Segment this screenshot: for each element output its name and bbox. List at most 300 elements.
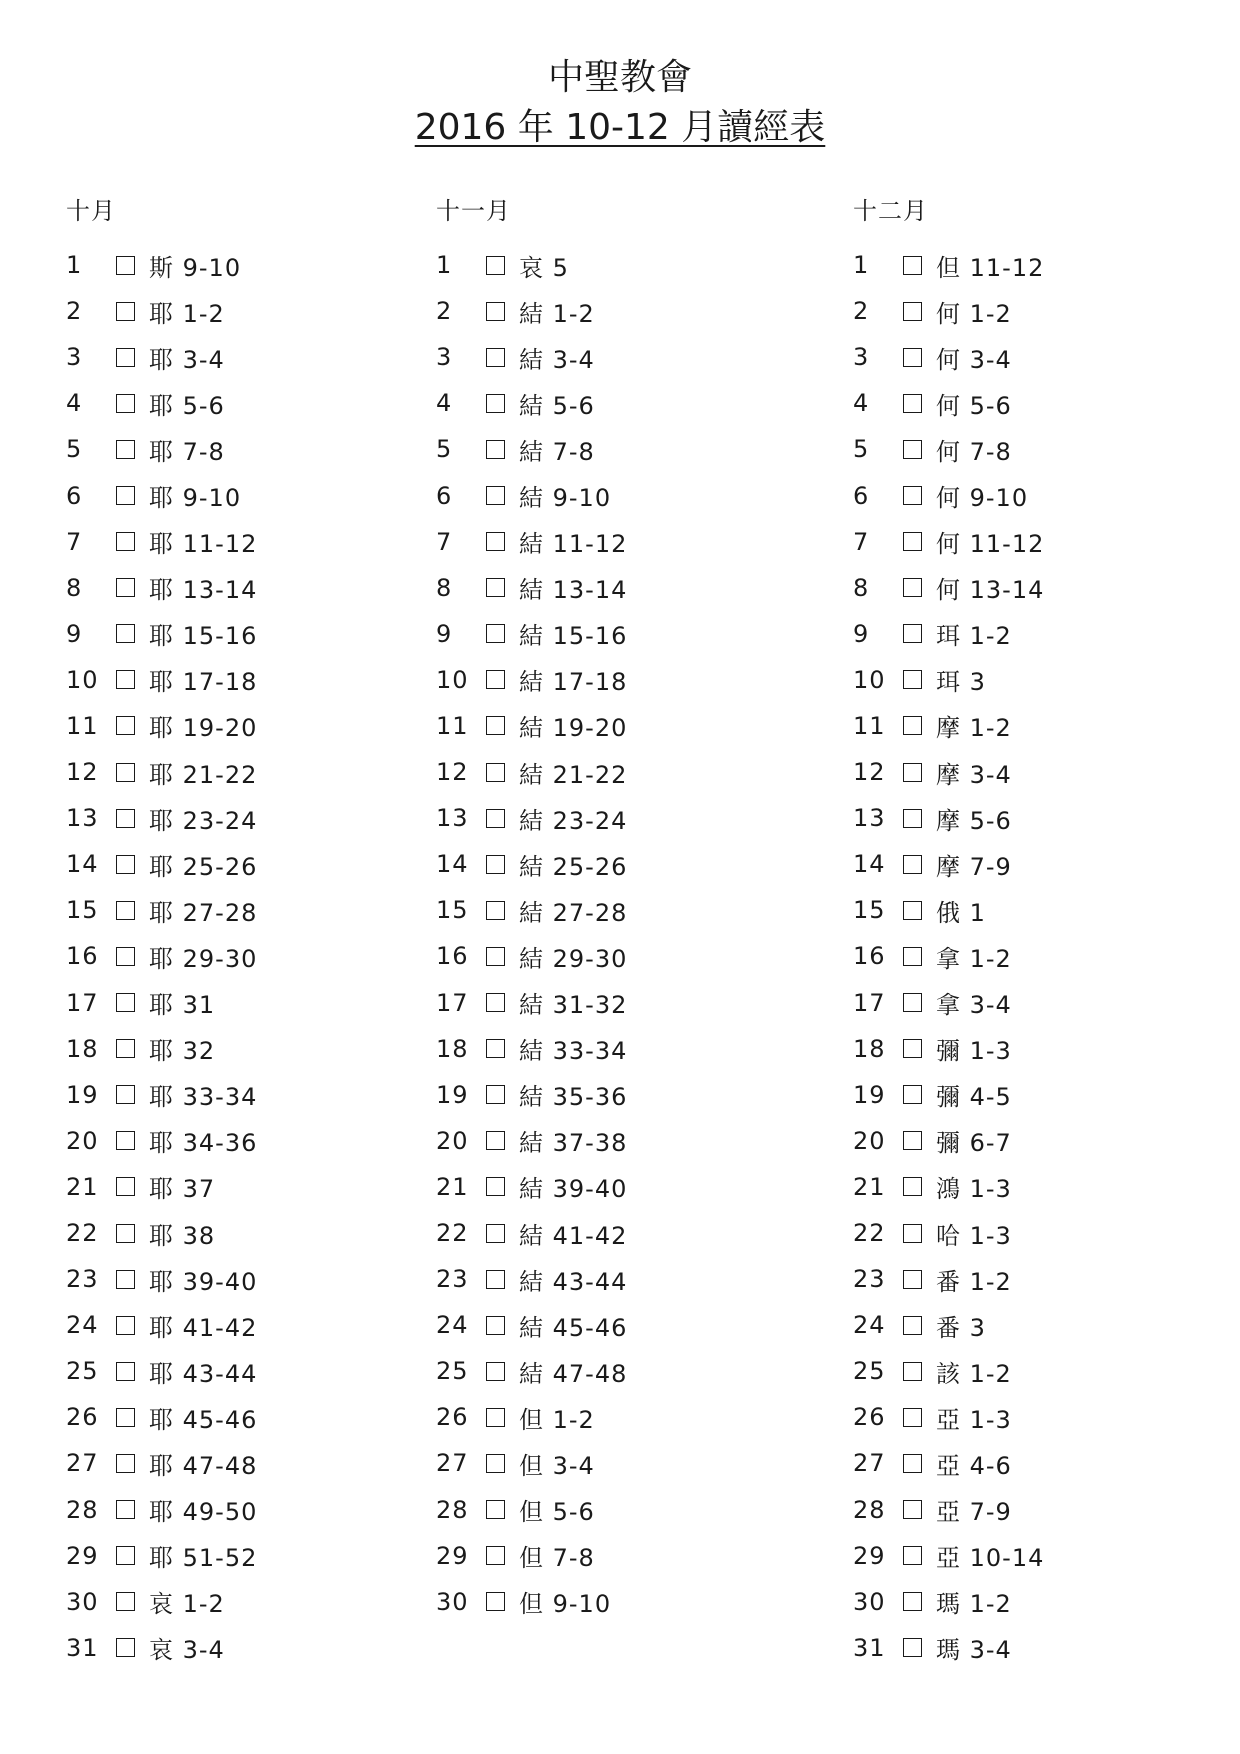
day-number: 23 xyxy=(853,1265,886,1294)
reading-row xyxy=(853,703,1044,749)
reading-text: 番 1-2 xyxy=(936,1267,1012,1296)
reading-row xyxy=(436,472,627,518)
reading-row xyxy=(66,1118,257,1164)
reading-row xyxy=(853,887,1044,933)
reading-text: 結 29-30 xyxy=(519,944,628,973)
page-title: 2016 年 10-12 月讀經表 xyxy=(414,107,826,148)
reading-row xyxy=(436,1579,627,1625)
reading-row xyxy=(436,334,627,380)
checkbox[interactable] xyxy=(486,1039,505,1058)
reading-text: 耶 11-12 xyxy=(149,530,258,559)
reading-text: 但 1-2 xyxy=(519,1405,595,1434)
reading-row xyxy=(853,611,1044,657)
day-number: 5 xyxy=(853,435,870,464)
reading-text: 耶 23-24 xyxy=(149,806,258,835)
day-number: 1 xyxy=(853,251,870,280)
reading-row xyxy=(853,749,1044,795)
checkbox[interactable] xyxy=(903,1177,922,1196)
reading-row xyxy=(853,288,1044,334)
day-number: 15 xyxy=(66,896,99,925)
checkbox[interactable] xyxy=(486,1270,505,1289)
day-number: 2 xyxy=(436,297,453,326)
checkbox[interactable] xyxy=(116,256,135,275)
checkbox[interactable] xyxy=(116,716,135,735)
reading-row xyxy=(853,1026,1044,1072)
reading-row xyxy=(66,472,257,518)
reading-row xyxy=(853,1164,1044,1210)
reading-row xyxy=(66,1210,257,1256)
reading-text: 耶 45-46 xyxy=(149,1405,258,1434)
day-number: 21 xyxy=(853,1172,886,1201)
checkbox[interactable] xyxy=(116,1362,135,1381)
day-number: 10 xyxy=(66,665,99,694)
reading-text: 耶 29-30 xyxy=(149,944,258,973)
day-number: 24 xyxy=(436,1311,469,1340)
reading-row xyxy=(436,1164,627,1210)
reading-row xyxy=(436,657,627,703)
reading-row xyxy=(853,1533,1044,1579)
reading-text: 亞 1-3 xyxy=(936,1405,1012,1434)
reading-text: 耶 31 xyxy=(149,991,216,1020)
checkbox[interactable] xyxy=(486,394,505,413)
reading-text: 耶 19-20 xyxy=(149,714,258,743)
reading-text: 哀 5 xyxy=(519,253,569,282)
day-number: 14 xyxy=(436,850,469,879)
reading-text: 彌 6-7 xyxy=(936,1129,1012,1158)
reading-row xyxy=(436,1394,627,1440)
reading-row xyxy=(853,1256,1044,1302)
checkbox[interactable] xyxy=(116,624,135,643)
checkbox[interactable] xyxy=(486,1546,505,1565)
reading-row xyxy=(66,1440,257,1486)
day-number: 20 xyxy=(436,1126,469,1155)
reading-text: 耶 7-8 xyxy=(149,437,225,466)
reading-text: 哀 3-4 xyxy=(149,1636,225,1665)
checkbox[interactable] xyxy=(486,1500,505,1519)
reading-row xyxy=(853,841,1044,887)
reading-list xyxy=(436,242,627,1625)
month-column-november xyxy=(436,196,627,1625)
day-number: 2 xyxy=(853,297,870,326)
reading-row xyxy=(853,380,1044,426)
checkbox[interactable] xyxy=(116,855,135,874)
reading-text: 摩 5-6 xyxy=(936,806,1012,835)
checkbox[interactable] xyxy=(903,1270,922,1289)
day-number: 31 xyxy=(853,1633,886,1662)
reading-text: 耶 39-40 xyxy=(149,1267,258,1296)
reading-row xyxy=(436,380,627,426)
reading-list xyxy=(853,242,1044,1671)
reading-text: 摩 7-9 xyxy=(936,852,1012,881)
day-number: 7 xyxy=(66,527,83,556)
checkbox[interactable] xyxy=(116,1638,135,1657)
checkbox[interactable] xyxy=(116,394,135,413)
day-number: 6 xyxy=(436,481,453,510)
day-number: 15 xyxy=(853,896,886,925)
checkbox[interactable] xyxy=(903,855,922,874)
reading-row xyxy=(853,1394,1044,1440)
reading-list xyxy=(66,242,257,1671)
checkbox[interactable] xyxy=(903,624,922,643)
reading-text: 結 13-14 xyxy=(519,576,628,605)
reading-text: 斯 9-10 xyxy=(149,253,242,282)
reading-row xyxy=(436,887,627,933)
checkbox[interactable] xyxy=(486,901,505,920)
day-number: 10 xyxy=(436,665,469,694)
day-number: 4 xyxy=(436,389,453,418)
reading-row xyxy=(66,841,257,887)
checkbox[interactable] xyxy=(116,532,135,551)
checkbox[interactable] xyxy=(486,348,505,367)
checkbox[interactable] xyxy=(116,1408,135,1427)
reading-text: 摩 3-4 xyxy=(936,760,1012,789)
checkbox[interactable] xyxy=(903,1546,922,1565)
day-number: 15 xyxy=(436,896,469,925)
checkbox[interactable] xyxy=(486,809,505,828)
checkbox[interactable] xyxy=(486,532,505,551)
reading-text: 彌 1-3 xyxy=(936,1037,1012,1066)
reading-row xyxy=(853,1440,1044,1486)
checkbox[interactable] xyxy=(903,716,922,735)
reading-row xyxy=(436,565,627,611)
checkbox[interactable] xyxy=(486,624,505,643)
reading-row xyxy=(66,980,257,1026)
checkbox[interactable] xyxy=(903,670,922,689)
reading-text: 結 19-20 xyxy=(519,714,628,743)
checkbox[interactable] xyxy=(116,1500,135,1519)
day-number: 1 xyxy=(436,251,453,280)
checkbox[interactable] xyxy=(486,1592,505,1611)
checkbox[interactable] xyxy=(903,1085,922,1104)
checkbox[interactable] xyxy=(116,670,135,689)
checkbox[interactable] xyxy=(486,1454,505,1473)
reading-row xyxy=(436,1210,627,1256)
day-number: 4 xyxy=(853,389,870,418)
reading-row xyxy=(853,519,1044,565)
day-number: 30 xyxy=(66,1587,99,1616)
day-number: 30 xyxy=(436,1587,469,1616)
checkbox[interactable] xyxy=(903,901,922,920)
checkbox[interactable] xyxy=(486,256,505,275)
reading-row xyxy=(853,1302,1044,1348)
reading-text: 耶 34-36 xyxy=(149,1129,258,1158)
reading-text: 結 17-18 xyxy=(519,668,628,697)
checkbox[interactable] xyxy=(116,947,135,966)
day-number: 16 xyxy=(66,942,99,971)
checkbox[interactable] xyxy=(116,1592,135,1611)
checkbox[interactable] xyxy=(903,1454,922,1473)
checkbox[interactable] xyxy=(116,578,135,597)
checkbox[interactable] xyxy=(903,993,922,1012)
checkbox[interactable] xyxy=(116,1316,135,1335)
reading-text: 結 37-38 xyxy=(519,1129,628,1158)
checkbox[interactable] xyxy=(903,1500,922,1519)
reading-text: 耶 21-22 xyxy=(149,760,258,789)
checkbox[interactable] xyxy=(116,1085,135,1104)
day-number: 19 xyxy=(436,1080,469,1109)
reading-row xyxy=(436,1118,627,1164)
day-number: 16 xyxy=(436,942,469,971)
day-number: 11 xyxy=(853,711,886,740)
reading-row xyxy=(436,933,627,979)
reading-text: 結 11-12 xyxy=(519,530,628,559)
reading-text: 耶 47-48 xyxy=(149,1451,258,1480)
checkbox[interactable] xyxy=(903,486,922,505)
reading-text: 耶 5-6 xyxy=(149,391,225,420)
reading-text: 耶 49-50 xyxy=(149,1498,258,1527)
day-number: 28 xyxy=(436,1495,469,1524)
reading-text: 何 7-8 xyxy=(936,437,1012,466)
reading-row xyxy=(66,1026,257,1072)
checkbox[interactable] xyxy=(486,716,505,735)
checkbox[interactable] xyxy=(486,486,505,505)
reading-text: 何 13-14 xyxy=(936,576,1045,605)
checkbox[interactable] xyxy=(486,763,505,782)
reading-row xyxy=(853,1625,1044,1671)
day-number: 9 xyxy=(66,619,83,648)
checkbox[interactable] xyxy=(903,1638,922,1657)
reading-text: 結 25-26 xyxy=(519,852,628,881)
reading-text: 何 3-4 xyxy=(936,345,1012,374)
day-number: 13 xyxy=(436,804,469,833)
reading-row xyxy=(66,288,257,334)
checkbox[interactable] xyxy=(903,809,922,828)
checkbox[interactable] xyxy=(116,1224,135,1243)
reading-row xyxy=(66,1487,257,1533)
day-number: 18 xyxy=(436,1034,469,1063)
checkbox[interactable] xyxy=(486,1408,505,1427)
reading-text: 該 1-2 xyxy=(936,1359,1012,1388)
reading-row xyxy=(436,1487,627,1533)
reading-row xyxy=(853,1072,1044,1118)
reading-row xyxy=(436,611,627,657)
day-number: 18 xyxy=(66,1034,99,1063)
day-number: 26 xyxy=(436,1403,469,1432)
reading-row xyxy=(66,703,257,749)
reading-row xyxy=(66,611,257,657)
checkbox[interactable] xyxy=(903,1224,922,1243)
day-number: 21 xyxy=(66,1172,99,1201)
reading-text: 何 5-6 xyxy=(936,391,1012,420)
reading-row xyxy=(66,887,257,933)
reading-text: 哈 1-3 xyxy=(936,1221,1012,1250)
day-number: 25 xyxy=(853,1357,886,1386)
checkbox[interactable] xyxy=(903,1362,922,1381)
checkbox[interactable] xyxy=(116,348,135,367)
day-number: 27 xyxy=(853,1449,886,1478)
checkbox[interactable] xyxy=(486,578,505,597)
reading-row xyxy=(66,242,257,288)
checkbox[interactable] xyxy=(486,1362,505,1381)
reading-row xyxy=(853,657,1044,703)
checkbox[interactable] xyxy=(116,1131,135,1150)
reading-text: 結 47-48 xyxy=(519,1359,628,1388)
reading-text: 結 27-28 xyxy=(519,898,628,927)
reading-row xyxy=(436,242,627,288)
reading-text: 但 5-6 xyxy=(519,1498,595,1527)
reading-row xyxy=(66,933,257,979)
month-column-october xyxy=(66,196,257,1671)
reading-text: 拿 3-4 xyxy=(936,991,1012,1020)
checkbox[interactable] xyxy=(116,993,135,1012)
reading-row xyxy=(66,1302,257,1348)
reading-row xyxy=(853,1348,1044,1394)
reading-row xyxy=(436,1026,627,1072)
checkbox[interactable] xyxy=(486,1316,505,1335)
checkbox[interactable] xyxy=(903,532,922,551)
reading-text: 結 9-10 xyxy=(519,484,612,513)
reading-row xyxy=(66,657,257,703)
reading-text: 耶 15-16 xyxy=(149,622,258,651)
reading-text: 摩 1-2 xyxy=(936,714,1012,743)
checkbox[interactable] xyxy=(486,855,505,874)
day-number: 12 xyxy=(436,758,469,787)
reading-row xyxy=(853,334,1044,380)
reading-text: 亞 7-9 xyxy=(936,1498,1012,1527)
reading-row xyxy=(66,749,257,795)
reading-text: 結 41-42 xyxy=(519,1221,628,1250)
checkbox[interactable] xyxy=(116,440,135,459)
day-number: 10 xyxy=(853,665,886,694)
reading-text: 但 3-4 xyxy=(519,1451,595,1480)
day-number: 11 xyxy=(66,711,99,740)
checkbox[interactable] xyxy=(903,302,922,321)
reading-text: 但 11-12 xyxy=(936,253,1045,282)
church-name: 中聖教會 xyxy=(547,57,692,98)
checkbox[interactable] xyxy=(116,1177,135,1196)
reading-row xyxy=(436,1072,627,1118)
reading-row xyxy=(853,980,1044,1026)
reading-row xyxy=(436,1440,627,1486)
reading-text: 耶 33-34 xyxy=(149,1083,258,1112)
day-number: 26 xyxy=(853,1403,886,1432)
day-number: 13 xyxy=(66,804,99,833)
day-number: 26 xyxy=(66,1403,99,1432)
reading-text: 瑪 3-4 xyxy=(936,1636,1012,1665)
checkbox[interactable] xyxy=(486,1224,505,1243)
day-number: 29 xyxy=(853,1541,886,1570)
reading-row xyxy=(436,1348,627,1394)
checkbox[interactable] xyxy=(486,440,505,459)
checkbox[interactable] xyxy=(903,1592,922,1611)
checkbox[interactable] xyxy=(116,763,135,782)
checkbox[interactable] xyxy=(486,1131,505,1150)
reading-text: 耶 3-4 xyxy=(149,345,225,374)
checkbox[interactable] xyxy=(486,1177,505,1196)
day-number: 2 xyxy=(66,297,83,326)
checkbox[interactable] xyxy=(486,1085,505,1104)
checkbox[interactable] xyxy=(486,947,505,966)
reading-row xyxy=(853,426,1044,472)
checkbox[interactable] xyxy=(903,348,922,367)
checkbox[interactable] xyxy=(116,809,135,828)
reading-text: 耶 25-26 xyxy=(149,852,258,881)
reading-text: 結 35-36 xyxy=(519,1083,628,1112)
checkbox[interactable] xyxy=(903,578,922,597)
reading-row xyxy=(66,1164,257,1210)
day-number: 20 xyxy=(853,1126,886,1155)
checkbox[interactable] xyxy=(486,993,505,1012)
reading-row xyxy=(66,1533,257,1579)
day-number: 8 xyxy=(853,573,870,602)
day-number: 28 xyxy=(853,1495,886,1524)
reading-text: 耶 38 xyxy=(149,1221,216,1250)
reading-row xyxy=(436,1302,627,1348)
reading-row xyxy=(853,1210,1044,1256)
reading-text: 耶 41-42 xyxy=(149,1313,258,1342)
day-number: 29 xyxy=(66,1541,99,1570)
reading-row xyxy=(853,472,1044,518)
checkbox[interactable] xyxy=(903,1131,922,1150)
day-number: 5 xyxy=(66,435,83,464)
reading-row xyxy=(853,933,1044,979)
reading-row xyxy=(436,749,627,795)
day-number: 28 xyxy=(66,1495,99,1524)
day-number: 24 xyxy=(66,1311,99,1340)
checkbox[interactable] xyxy=(903,1316,922,1335)
day-number: 5 xyxy=(436,435,453,464)
day-number: 17 xyxy=(853,988,886,1017)
reading-row xyxy=(436,1533,627,1579)
day-number: 19 xyxy=(66,1080,99,1109)
checkbox[interactable] xyxy=(116,486,135,505)
reading-row xyxy=(66,380,257,426)
reading-text: 俄 1 xyxy=(936,898,986,927)
reading-text: 結 43-44 xyxy=(519,1267,628,1296)
reading-row xyxy=(436,980,627,1026)
reading-row xyxy=(66,519,257,565)
day-number: 17 xyxy=(436,988,469,1017)
reading-text: 拿 1-2 xyxy=(936,944,1012,973)
checkbox[interactable] xyxy=(903,1039,922,1058)
checkbox[interactable] xyxy=(903,947,922,966)
day-number: 27 xyxy=(436,1449,469,1478)
reading-row xyxy=(66,426,257,472)
checkbox[interactable] xyxy=(486,670,505,689)
checkbox[interactable] xyxy=(903,763,922,782)
reading-row xyxy=(66,795,257,841)
day-number: 22 xyxy=(853,1219,886,1248)
day-number: 25 xyxy=(66,1357,99,1386)
day-number: 6 xyxy=(66,481,83,510)
day-number: 22 xyxy=(66,1219,99,1248)
checkbox[interactable] xyxy=(903,256,922,275)
reading-row xyxy=(853,1579,1044,1625)
checkbox[interactable] xyxy=(116,1270,135,1289)
checkbox[interactable] xyxy=(903,394,922,413)
checkbox[interactable] xyxy=(116,1454,135,1473)
day-number: 11 xyxy=(436,711,469,740)
checkbox[interactable] xyxy=(116,1546,135,1565)
day-number: 1 xyxy=(66,251,83,280)
checkbox[interactable] xyxy=(486,302,505,321)
reading-row xyxy=(853,565,1044,611)
checkbox[interactable] xyxy=(116,901,135,920)
reading-text: 耶 37 xyxy=(149,1175,216,1204)
reading-text: 耶 27-28 xyxy=(149,898,258,927)
checkbox[interactable] xyxy=(903,1408,922,1427)
reading-text: 耶 13-14 xyxy=(149,576,258,605)
day-number: 4 xyxy=(66,389,83,418)
day-number: 29 xyxy=(436,1541,469,1570)
reading-text: 結 21-22 xyxy=(519,760,628,789)
checkbox[interactable] xyxy=(116,302,135,321)
reading-text: 番 3 xyxy=(936,1313,986,1342)
day-number: 12 xyxy=(66,758,99,787)
checkbox[interactable] xyxy=(116,1039,135,1058)
reading-text: 結 39-40 xyxy=(519,1175,628,1204)
checkbox[interactable] xyxy=(903,440,922,459)
